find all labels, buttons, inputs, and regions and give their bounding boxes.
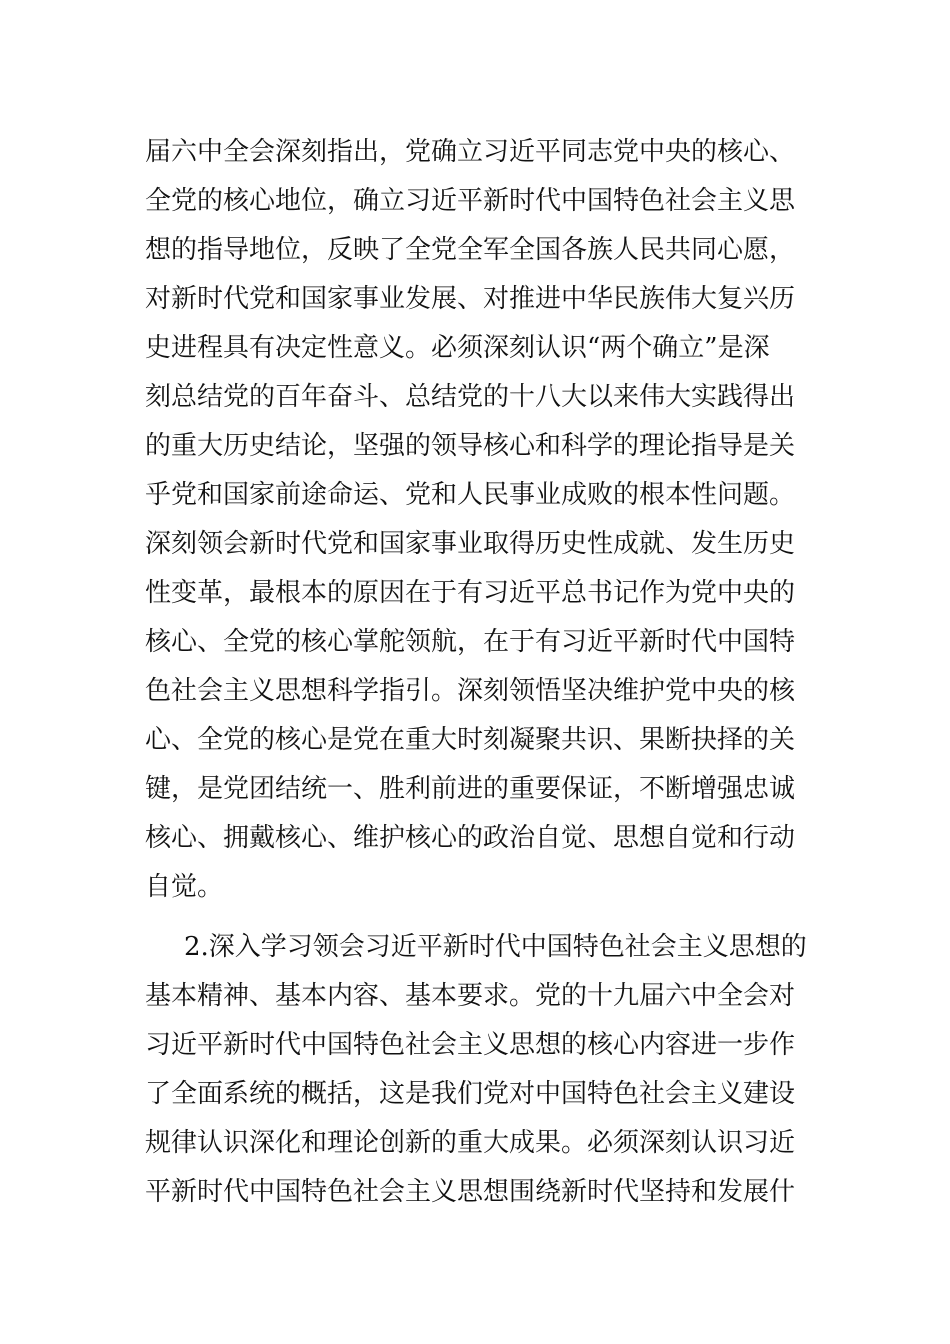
text-line: 了全面系统的概括，这是我们党对中国特色社会主义建设 [145,1079,796,1109]
text-line: 想的指导地位，反映了全党全军全国各族人民共同心愿， [145,235,796,265]
text-line: 全党的核心地位，确立习近平新时代中国特色社会主义思 [145,186,796,216]
text-line: 届六中全会深刻指出，党确立习近平同志党中央的核心、 [145,137,796,167]
text-line: 深刻领会新时代党和国家事业取得历史性成就、发生历史 [145,529,796,559]
text-line: 平新时代中国特色社会主义思想围绕新时代坚持和发展什 [145,1177,796,1207]
text-line: 对新时代党和国家事业发展、对推进中华民族伟大复兴历 [145,284,796,314]
text-line: 史进程具有决定性意义。必须深刻认识“两个确立”是深 [145,333,770,363]
text-line: 基本精神、基本内容、基本要求。党的十九届六中全会对 [145,981,796,1011]
text-line: 习近平新时代中国特色社会主义思想的核心内容进一步作 [145,1030,796,1060]
text-line: 键，是党团结统一、胜利前进的重要保证，不断增强忠诚 [145,774,796,804]
text-line: 自觉。 [145,872,224,902]
text-line: 规律认识深化和理论创新的重大成果。必须深刻认识习近 [145,1128,796,1158]
paragraph-start-line: 2.深入学习领会习近平新时代中国特色社会主义思想的 [184,932,807,962]
text-line: 核心、全党的核心掌舵领航，在于有习近平新时代中国特 [145,627,796,657]
text-line: 性变革，最根本的原因在于有习近平总书记作为党中央的 [145,578,796,608]
text-line: 核心、拥戴核心、维护核心的政治自觉、思想自觉和行动 [145,823,796,853]
text-line: 心、全党的核心是党在重大时刻凝聚共识、果断抉择的关 [145,725,796,755]
text-line: 的重大历史结论，坚强的领导核心和科学的理论指导是关 [145,431,796,461]
text-line: 乎党和国家前途命运、党和人民事业成败的根本性问题。 [145,480,796,510]
text-line: 刻总结党的百年奋斗、总结党的十八大以来伟大实践得出 [145,382,796,412]
text-line: 色社会主义思想科学指引。深刻领悟坚决维护党中央的核 [145,676,796,706]
